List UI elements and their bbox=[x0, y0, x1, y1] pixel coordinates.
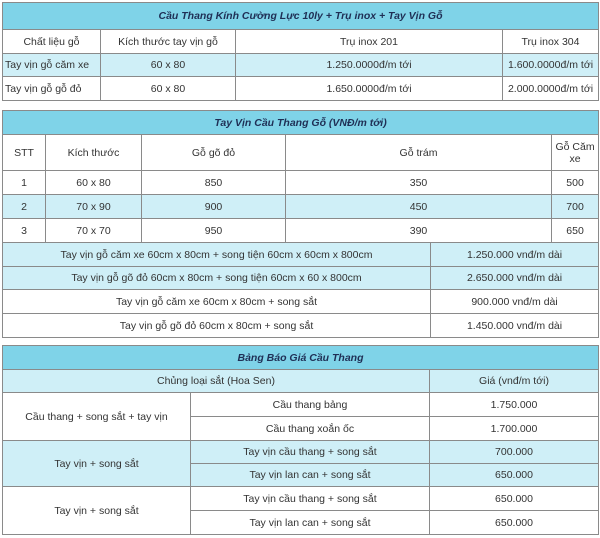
table-cell: Tay vịn gỗ căm xe bbox=[3, 54, 101, 77]
table-title: Cầu Thang Kính Cường Lực 10ly + Trụ inox + Tay Vịn Gỗ bbox=[3, 3, 599, 30]
group-label: Tay vịn + song sắt bbox=[3, 441, 191, 487]
table-row bbox=[3, 219, 599, 243]
column-header: Chủng loại sắt (Hoa Sen) bbox=[3, 370, 430, 393]
table-cell: 2.650.000 vnđ/m dài bbox=[431, 267, 599, 290]
table-row bbox=[3, 441, 599, 464]
table-cell: 1.750.000 bbox=[430, 393, 599, 417]
table-cell: 390 bbox=[286, 219, 552, 243]
table-cell: Tay vịn lan can + song sắt bbox=[191, 464, 430, 487]
table-cell: 700.000 bbox=[430, 441, 599, 464]
table-cell: 2.000.0000đ/m tới bbox=[503, 77, 599, 101]
table-title: Bảng Báo Giá Cầu Thang bbox=[3, 346, 599, 370]
table-cell: Tay vịn gỗ gỗ đỏ bbox=[3, 77, 101, 101]
table-cell: Tay vịn cầu thang + song sắt bbox=[191, 487, 430, 511]
group-label: Cầu thang + song sắt + tay vịn bbox=[3, 393, 191, 441]
table-cell: Tay vịn gỗ căm xe 60cm x 80cm + song sắt bbox=[3, 290, 431, 314]
table-row bbox=[3, 314, 599, 338]
table-cell: 350 bbox=[286, 171, 552, 195]
table-cell: Tay vịn lan can + song sắt bbox=[191, 511, 430, 535]
table-cell: Tay vịn gỗ gõ đỏ 60cm x 80cm + song sắt bbox=[3, 314, 431, 338]
column-header: Trụ inox 304 bbox=[503, 30, 599, 54]
table-row bbox=[3, 243, 599, 267]
table-cell: Tay vịn cầu thang + song sắt bbox=[191, 441, 430, 464]
table-cell: Cầu thang xoắn ốc bbox=[191, 417, 430, 441]
table-cell: 950 bbox=[142, 219, 286, 243]
table-cell: 1 bbox=[3, 171, 46, 195]
table-cell: 450 bbox=[286, 195, 552, 219]
column-header: Kích thước tay vịn gỗ bbox=[101, 30, 236, 54]
table-cell: 60 x 80 bbox=[46, 171, 142, 195]
column-header: STT bbox=[3, 135, 46, 171]
table-cell: 1.250.000 vnđ/m dài bbox=[431, 243, 599, 267]
group-label: Tay vịn + song sắt bbox=[3, 487, 191, 535]
table-cell: 60 x 80 bbox=[101, 54, 236, 77]
table-cell: 1.650.0000đ/m tới bbox=[236, 77, 503, 101]
table-cell: 850 bbox=[142, 171, 286, 195]
table-stair-quote bbox=[2, 345, 599, 535]
table-cell: 1.250.0000đ/m tới bbox=[236, 54, 503, 77]
table-cell: 650.000 bbox=[430, 511, 599, 535]
table-cell: 650.000 bbox=[430, 487, 599, 511]
table-row bbox=[3, 54, 599, 77]
table-cell: 900.000 vnđ/m dài bbox=[431, 290, 599, 314]
table-cell: Tay vịn gỗ căm xe 60cm x 80cm + song tiện 60cm x 60cm x 800cm bbox=[3, 243, 431, 267]
table-cell: 700 bbox=[552, 195, 599, 219]
table-cell: 3 bbox=[3, 219, 46, 243]
table-row bbox=[3, 195, 599, 219]
table-cell: 650.000 bbox=[430, 464, 599, 487]
table-cell: 1.600.0000đ/m tới bbox=[503, 54, 599, 77]
table-glass-stair bbox=[2, 2, 599, 101]
table-cell: 500 bbox=[552, 171, 599, 195]
table-cell: Tay vịn gỗ gõ đỏ 60cm x 80cm + song tiện 60cm x 60 x 800cm bbox=[3, 267, 431, 290]
column-header: Trụ inox 201 bbox=[236, 30, 503, 54]
table-row bbox=[3, 487, 599, 511]
table-wood-handrail bbox=[2, 110, 599, 338]
table-row bbox=[3, 393, 599, 417]
table-cell: 2 bbox=[3, 195, 46, 219]
table-cell: 60 x 80 bbox=[101, 77, 236, 101]
column-header: Gỗ Căm xe bbox=[552, 135, 599, 171]
table-cell: 70 x 90 bbox=[46, 195, 142, 219]
table-cell: 650 bbox=[552, 219, 599, 243]
table-row bbox=[3, 171, 599, 195]
column-header: Gỗ trám bbox=[286, 135, 552, 171]
table-row bbox=[3, 290, 599, 314]
table-cell: 1.450.000 vnđ/m dài bbox=[431, 314, 599, 338]
table-cell: Cầu thang bảng bbox=[191, 393, 430, 417]
table-row bbox=[3, 267, 599, 290]
column-header: Giá (vnđ/m tới) bbox=[430, 370, 599, 393]
table-cell: 70 x 70 bbox=[46, 219, 142, 243]
column-header: Chất liệu gỗ bbox=[3, 30, 101, 54]
table-row bbox=[3, 77, 599, 101]
column-header: Kích thước bbox=[46, 135, 142, 171]
table-cell: 1.700.000 bbox=[430, 417, 599, 441]
table-title: Tay Vịn Cầu Thang Gỗ (VNĐ/m tới) bbox=[3, 111, 599, 135]
table-cell: 900 bbox=[142, 195, 286, 219]
column-header: Gỗ gõ đỏ bbox=[142, 135, 286, 171]
